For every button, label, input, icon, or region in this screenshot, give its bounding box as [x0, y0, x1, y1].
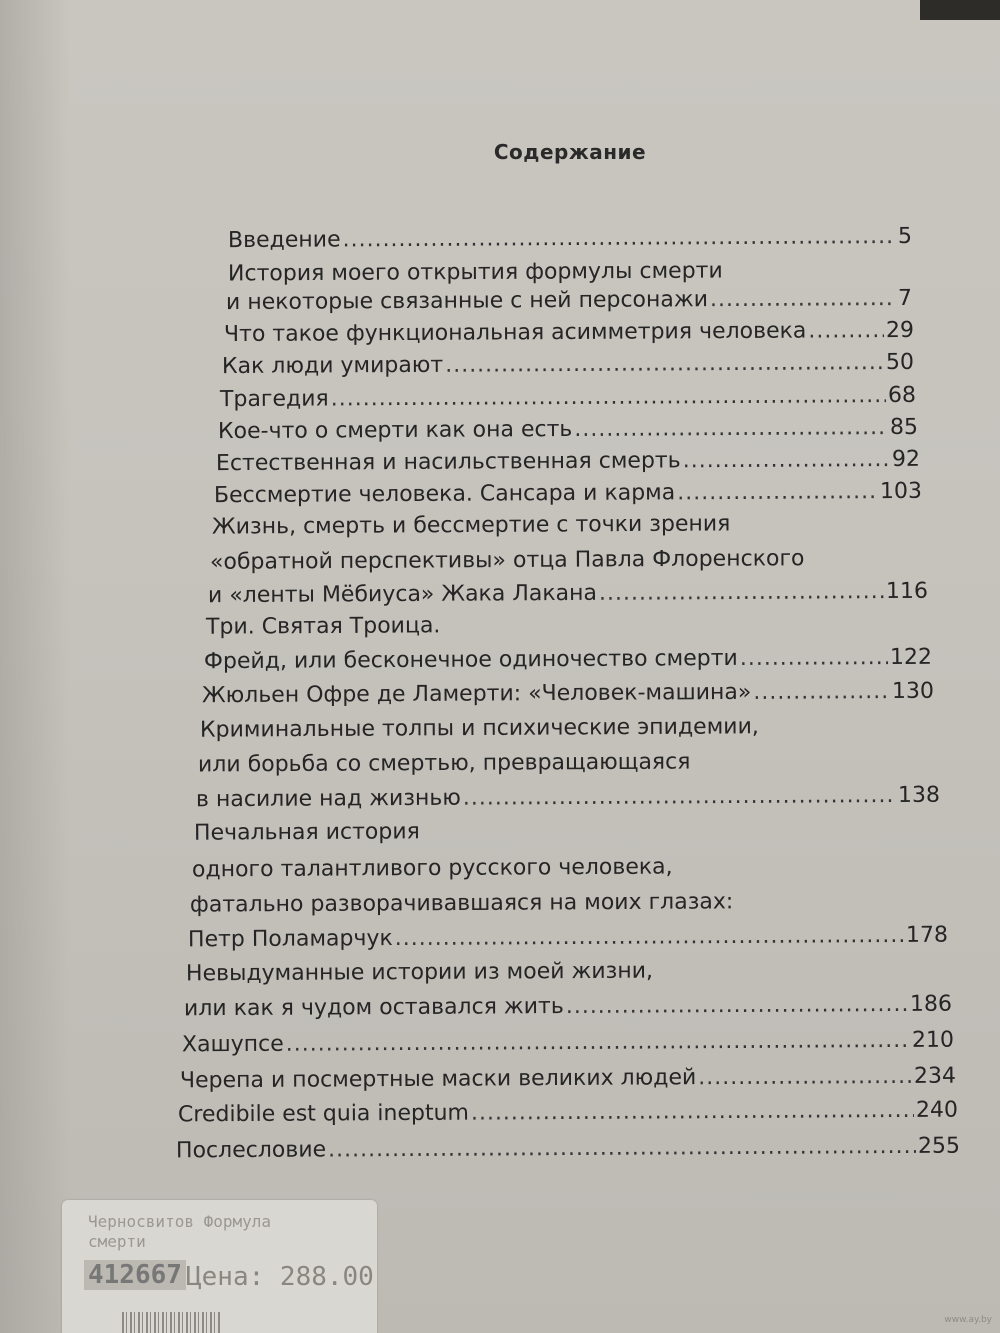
toc-entry-leader — [328, 1132, 916, 1166]
toc-entry-leader — [445, 348, 884, 381]
toc-entry-leader — [698, 1062, 912, 1093]
toc-entry-title: Криминальные толпы и психические эпидемии, — [199, 714, 759, 743]
toc-entry-title: Как люди умирают — [221, 352, 444, 380]
toc-entry — [208, 577, 928, 611]
toc-entry-leader — [574, 413, 888, 445]
toc-entry-leader — [463, 781, 896, 814]
toc-entry-title: Кое-что о смерти как она есть — [217, 416, 573, 445]
toc-entry-page: 5 — [897, 223, 913, 249]
toc-entry-title: Что такое функциональная асимметрия человека — [223, 318, 807, 348]
price-sticker — [62, 1200, 377, 1333]
toc-entry-title: и некоторые связанные с ней персонажи — [225, 287, 709, 316]
toc-entry — [176, 1132, 960, 1167]
toc-entry — [178, 1096, 958, 1131]
toc-entry-leader — [599, 577, 884, 609]
toc-entry — [190, 887, 733, 920]
toc-entry-leader — [710, 284, 896, 315]
toc-entry-title: Жизнь, смерть и бессмертие с точки зрения — [211, 511, 731, 540]
toc-entry-title: Три. Святая Троица. — [205, 613, 441, 640]
toc-entry-title: в насилие над жизнью — [195, 785, 461, 813]
toc-entry — [212, 509, 731, 542]
toc-entry — [206, 611, 441, 642]
toc-entry-title: фатально разворачивавшаяся на моих глазах: — [189, 889, 734, 918]
toc-entry-page: 29 — [885, 317, 915, 344]
toc-entry-title: Трагедия — [219, 386, 329, 413]
toc-entry-page: 68 — [887, 382, 917, 409]
toc-entry-title: или как я чудом оставался жить — [183, 994, 564, 1022]
toc-entry-title: и «ленты Мёбиуса» Жака Лакана — [207, 580, 598, 609]
toc-entry — [202, 677, 934, 711]
toc-entry-title: одного талантливого русского человека, — [191, 854, 673, 883]
toc-entry-title: Хашупсе — [181, 1031, 284, 1058]
toc-entry — [224, 316, 914, 350]
toc-entry — [198, 747, 691, 780]
toc-title: Содержание — [493, 140, 647, 164]
toc-entry — [186, 957, 653, 990]
toc-entry-title: Невыдуманные истории из моей жизни, — [185, 958, 654, 987]
toc-entry — [210, 544, 805, 578]
toc-entry-title: Естественная и насильственная смерть — [215, 448, 681, 477]
toc-entry-page: 50 — [885, 349, 915, 376]
toc-entry-leader — [808, 316, 884, 346]
toc-entry-title: Жюльен Офре де Ламерти: «Человек-машина» — [201, 679, 752, 709]
price-sticker-title: Черносвитов Формула — [88, 1212, 272, 1231]
toc-entry-title: «обратной перспективы» отца Павла Флоренского — [209, 546, 805, 575]
toc-entry-leader — [331, 381, 886, 414]
toc-entry — [180, 1062, 956, 1097]
toc-entry-page: 116 — [885, 578, 929, 605]
toc-entry-leader — [683, 445, 890, 476]
toc-entry-leader — [395, 921, 904, 954]
toc-entry — [228, 222, 912, 256]
toc-entry — [196, 781, 940, 816]
toc-entry-title: Петр Поламарчук — [187, 926, 393, 953]
toc-entry-leader — [753, 677, 890, 708]
barcode — [122, 1312, 222, 1333]
toc-entry-leader — [566, 990, 908, 1022]
toc-entry-title: Бессмертие человека. Сансара и карма — [213, 480, 676, 509]
toc-entry-page: 240 — [915, 1097, 959, 1123]
watermark: www.ay.by — [944, 1315, 992, 1325]
toc-entry-leader — [740, 643, 888, 674]
toc-entry-page: 85 — [889, 414, 919, 441]
toc-entry-page: 210 — [911, 1027, 955, 1053]
toc-entry-leader — [471, 1096, 914, 1129]
toc-entry-page: 7 — [897, 285, 913, 311]
toc-entry — [200, 712, 759, 745]
toc-entry-page: 138 — [897, 782, 941, 808]
toc-entry-title: Credibile est quia ineptum — [177, 1100, 469, 1128]
toc-entry — [222, 348, 914, 382]
price-sticker-price: Цена: 288.00 — [186, 1262, 374, 1292]
toc-entry — [184, 990, 952, 1025]
toc-entry — [220, 381, 916, 415]
toc-entry — [204, 643, 932, 677]
toc-entry — [214, 477, 922, 511]
toc-entry-page: 122 — [889, 644, 933, 671]
toc-entry-title: Печальная история — [193, 819, 420, 846]
toc-entry — [218, 413, 918, 447]
toc-entry-leader — [342, 222, 896, 255]
toc-entry-title: Введение — [227, 227, 341, 254]
toc-entry-title: История моего открытия формулы смерти — [227, 258, 723, 287]
toc-entry-title: Послесловие — [175, 1137, 327, 1164]
toc-entry-title: Черепа и посмертные маски великих людей — [179, 1065, 697, 1094]
toc-entry-page: 103 — [879, 478, 923, 505]
toc-entry — [188, 921, 948, 956]
toc-entry-page: 255 — [917, 1133, 961, 1159]
toc-entry-page: 234 — [913, 1063, 957, 1089]
toc-entry-leader — [286, 1026, 910, 1060]
toc-entry — [216, 445, 920, 479]
toc-entry-page: 178 — [905, 922, 949, 948]
price-sticker-code: 412667 — [84, 1260, 186, 1290]
toc-entry — [192, 853, 673, 886]
price-sticker-subtitle: смерти — [88, 1232, 146, 1251]
toc-entry-title: или борьба со смертью, превращающаяся — [197, 749, 691, 778]
toc-entry-title: Фрейд, или бесконечное одиночество смерти — [203, 645, 738, 675]
toc-entry — [226, 284, 912, 318]
toc-entry-page: 92 — [891, 446, 921, 473]
toc-entry — [182, 1026, 954, 1061]
toc-entry-page: 186 — [909, 991, 953, 1017]
toc-entry — [194, 817, 420, 848]
toc-entry-leader — [677, 477, 878, 508]
toc-entry-page: 130 — [891, 678, 935, 705]
